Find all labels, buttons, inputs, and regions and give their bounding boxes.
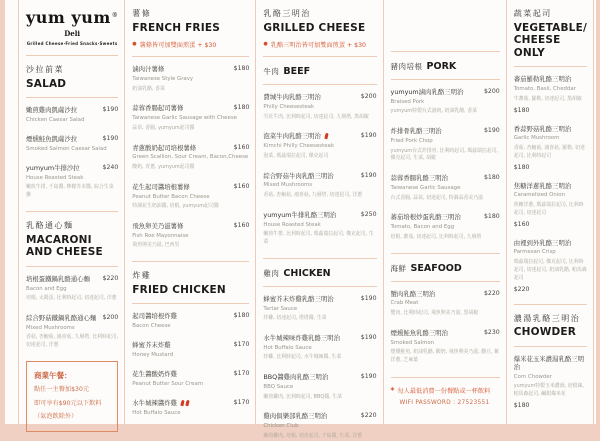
- menu-section: [263, 0, 376, 57]
- menu-section: [26, 211, 118, 350]
- menu-item: [132, 183, 249, 211]
- item-name-row: [263, 334, 376, 342]
- item-name: 蟹肉乳酪三明治: [390, 289, 436, 298]
- menu-section: [391, 51, 500, 242]
- item-desc: 焦糖洋蔥, 瑪茲瑞拉起司, 比利時起司, 切達起司: [513, 201, 584, 216]
- item-name-en: Tomato, Basil, Cheddar: [513, 86, 576, 93]
- item-name: 水牛城辣醬炸雞: [132, 399, 188, 407]
- item-name-en: Corn Chowder: [513, 373, 552, 380]
- item-name: 花生醬酸奶炸雞: [132, 370, 178, 378]
- menu-column-vegetable-chowder: [506, 0, 594, 424]
- promo-line: 即可享有$90元以下飲料: [34, 399, 102, 407]
- item-name-row: [263, 373, 376, 381]
- section-header: [132, 262, 249, 304]
- chili-icon: [324, 133, 328, 139]
- item-name-en: Bacon and Egg: [26, 285, 67, 292]
- item-name-row: [263, 211, 376, 219]
- item-price: $180: [233, 65, 250, 73]
- item-desc: 雪花牛肉, 比利時起司, 切達起司, 九層塔, 黑胡椒: [263, 113, 369, 120]
- menu-section: [514, 304, 587, 410]
- item-name-en: Taiwanese Garlic Sausage with Cheese: [132, 115, 237, 122]
- item-desc: 培根, 太陽蛋, 比利時起司, 切達起司, 洋蔥: [26, 295, 117, 302]
- promo-line: 點任一主餐加$30元: [34, 385, 90, 393]
- section-header: [263, 0, 376, 57]
- item-name-row: [132, 222, 249, 230]
- promo-title: 商業午餐：: [34, 370, 72, 380]
- menu-item: [132, 312, 249, 330]
- item-name-row: [391, 329, 500, 337]
- item-price: $240: [102, 163, 119, 171]
- section-note: [263, 40, 376, 49]
- item-name-en: Kimchi Philly Cheesesteak: [263, 143, 334, 150]
- asterisk-icon: *: [390, 385, 395, 395]
- item-price: $250: [360, 210, 377, 218]
- section-header: [514, 305, 587, 347]
- promo-box: [26, 361, 118, 432]
- section-title-en: MACARONI AND CHEESE: [26, 233, 103, 259]
- menu-column-pork-seafood: [383, 0, 506, 424]
- item-name: 由裡到外乳酪三明治: [513, 238, 572, 247]
- item-name: 爆米花玉米濃湯乳酪三明治: [513, 354, 585, 372]
- item-name-row: [26, 314, 118, 322]
- item-price: $190: [360, 171, 377, 179]
- item-name: 綜合野菇牛肉乳酪三明治: [263, 171, 334, 180]
- logo-tagline: Grilled Cheese·Fried Snacks·Sweets: [26, 41, 118, 46]
- menu-item: [263, 93, 376, 121]
- item-name-en: Garlic Mushroom: [513, 135, 560, 142]
- menu-item: [26, 135, 118, 153]
- section-header: [26, 56, 118, 98]
- item-name-row: [132, 104, 249, 112]
- item-price: $180: [483, 213, 500, 221]
- menu-item: [391, 213, 500, 241]
- menu-column-salad-macaroni: [18, 0, 124, 424]
- item-name: 煙燻鮭魚凱薩沙拉: [26, 135, 78, 144]
- sections-container: [132, 0, 249, 417]
- item-name-row: [132, 399, 249, 407]
- section-title-zh: 豬肉培根: [390, 62, 423, 71]
- item-name: 煙燻鮭魚乳酪三明治: [390, 328, 449, 337]
- section-title-en: VEGETABLE/ CHEESE ONLY: [513, 21, 587, 59]
- item-price: $220: [360, 412, 377, 420]
- item-price: $170: [233, 370, 250, 377]
- menu-item: [263, 132, 376, 160]
- item-name-row: [514, 239, 587, 247]
- menu-item: [26, 314, 118, 350]
- item-name: BBQ醬雞肉乳酪三明治: [263, 373, 329, 382]
- section-title-zh: 濃湯乳酪三明治: [513, 313, 581, 323]
- section-title-zh: 乳酪通心麵: [26, 220, 74, 230]
- item-price: $160: [513, 220, 530, 228]
- menu-item: [26, 275, 118, 303]
- menu-item: [132, 399, 249, 417]
- menu-item: [514, 355, 587, 409]
- item-price: $160: [233, 221, 250, 229]
- item-name-row: [514, 125, 587, 133]
- wifi-password: WIFI PASSWORD : 27523551: [399, 399, 490, 406]
- menu-item: [132, 65, 249, 93]
- section-title-en: SALAD: [26, 77, 67, 90]
- menu-section: [132, 0, 249, 250]
- menu-section: [132, 261, 249, 417]
- menu-item: [514, 125, 587, 171]
- section-title-zh: 雞肉: [263, 268, 280, 278]
- item-price: $180: [513, 163, 530, 171]
- item-price: $170: [233, 398, 250, 406]
- menu-item: [132, 222, 249, 250]
- item-name: yumyum滷肉乳酪三明治: [390, 88, 464, 96]
- item-desc: 酸奶, 青蔥, yumyum起司醬: [132, 163, 195, 170]
- section-title-zh: 海鮮: [390, 263, 407, 273]
- item-desc: 台式香腸, 蒜苗, 切達起司, 特調蒜香美乃滋: [390, 194, 484, 201]
- item-name-en: Caramelized Onion: [513, 192, 566, 199]
- item-name-row: [391, 290, 500, 298]
- item-name-en: Bacon Cheese: [132, 323, 171, 330]
- item-name-row: [26, 275, 118, 283]
- item-price: $180: [483, 174, 500, 182]
- item-desc: 香菇, 杏鮑菇, 鴻喜菇, 九層塔, 切達起司, 洋蔥: [263, 191, 363, 198]
- item-name-en: Chicken Club: [263, 423, 299, 430]
- section-title-en: SEAFOOD: [410, 262, 462, 274]
- item-price: $230: [483, 328, 500, 336]
- menu-item: [263, 334, 376, 362]
- item-price: $180: [233, 312, 250, 320]
- item-desc: 牛蕃茄, 羅勒, 切達起司, 黑胡椒: [513, 95, 582, 102]
- item-name-en: Peanut Butter Sour Cream: [132, 380, 204, 387]
- item-name: 雞肉俱樂部乳酪三明治: [263, 412, 328, 421]
- item-price: $190: [360, 132, 377, 140]
- item-desc: 奶油乳酪, 香菜: [132, 85, 165, 92]
- menu-column-grilledcheese-beef-chicken: [255, 0, 382, 439]
- item-price: $220: [102, 274, 119, 282]
- item-price: $170: [233, 341, 250, 349]
- logo: [26, 0, 118, 56]
- menu-item: [263, 172, 376, 200]
- item-name-en: Peanut Butter Bacon Cheese: [132, 193, 210, 200]
- item-desc: 香菇, 杏鮑菇, 鴻喜菇, 九層塔, 比利時起司, 切達起司, 洋蔥: [26, 334, 119, 349]
- item-price: $160: [233, 143, 250, 151]
- brand-name: yum yum: [26, 8, 111, 27]
- section-title-zh: 沙拉前菜: [26, 65, 64, 74]
- item-name: 起司醬培根炸雞: [132, 312, 178, 321]
- item-desc: 瑪茲瑞拉起司, 傑克起司, 比利時起司, 切達起司, 奶油乳酪, 帕馬森起司: [513, 258, 587, 281]
- item-desc: 炸雞, 比利時起司, 水牛城辣醬, 生菜: [263, 354, 342, 361]
- item-name-en: Chicken Caesar Salad: [26, 117, 85, 124]
- item-name-row: [391, 213, 500, 221]
- item-name: 水牛城辣味炸雞乳酪三明治: [263, 333, 341, 342]
- item-name-en: House Roasted Steak: [26, 174, 84, 181]
- logo-title: [26, 10, 118, 26]
- spicy-indicator: [323, 132, 328, 140]
- item-name: 香蒜野菇乳酪三明治: [513, 124, 572, 133]
- section-header: [391, 52, 500, 80]
- item-name-row: [132, 144, 249, 152]
- item-price: $160: [233, 182, 250, 190]
- menu-item: [263, 373, 376, 401]
- top-spacer: [391, 0, 500, 51]
- menu-section: [514, 0, 587, 293]
- item-name-row: [263, 93, 376, 101]
- item-name-en: Honey Mustard: [132, 351, 174, 358]
- item-name-row: [263, 412, 376, 420]
- item-desc: 特調花生奶油醬, 培根, yumyum起司醬: [132, 203, 219, 210]
- item-name-row: [391, 88, 500, 96]
- menu-item: [132, 144, 249, 172]
- item-name-row: [26, 135, 118, 143]
- item-name-en: Mixed Mushrooms: [26, 324, 75, 331]
- item-name-en: Tomato, Bacon and Egg: [390, 224, 455, 231]
- section-title-en: PORK: [426, 61, 457, 72]
- section-header: [263, 57, 376, 85]
- section-note-text: 乳酪三明治皆可加雙面煎蛋 + $30: [270, 42, 366, 50]
- chili-icon: [180, 400, 184, 406]
- menu-section: [263, 258, 376, 441]
- menu-section: [263, 57, 376, 247]
- item-price: $200: [483, 88, 500, 95]
- section-title-en: BEEF: [283, 66, 311, 78]
- section-title-zh: 牛肉: [263, 67, 280, 77]
- logo-subtitle: Deli: [64, 29, 81, 38]
- item-name-row: [132, 341, 249, 349]
- section-title-en: FRIED CHICKEN: [132, 283, 226, 296]
- sections-container: [26, 56, 118, 350]
- item-desc: 香菇, 杏鮑菇, 鴻喜菇, 羅勒, 切達起司, 比利時起司: [513, 144, 585, 159]
- item-desc: 培根, 蕃茄, 切達起司, 比利時起司, 九層塔: [390, 233, 482, 240]
- min-charge-note: [391, 386, 500, 395]
- menu-item: [26, 164, 118, 200]
- item-name: 蕃茄培根炒蛋乳酪三明治: [390, 213, 461, 222]
- section-title-en: FRENCH FRIES: [132, 21, 220, 34]
- menu-item: [132, 341, 249, 359]
- item-name-en: Philly Cheesesteak: [263, 104, 315, 111]
- item-name-row: [132, 312, 249, 320]
- section-title-en: GRILLED CHEESE: [263, 21, 366, 34]
- item-name-row: [132, 65, 249, 73]
- menu-item: [391, 127, 500, 163]
- section-title-zh: 蔬菜起司: [513, 9, 552, 18]
- item-price: $220: [513, 285, 530, 293]
- section-title-zh: 乳酪三明治: [263, 9, 311, 18]
- item-price: $200: [360, 93, 377, 101]
- item-desc: yumyum特製玉米濃湯, 培根絲, 帕馬森起司, 鹹甜爆米花: [513, 383, 584, 398]
- item-name-row: [263, 172, 376, 180]
- item-name: 蒜蓉香腸乳酪三明治: [390, 174, 449, 183]
- promo-line: （氣泡飲除外）: [34, 413, 78, 421]
- item-name-en: Hot Buffalo Sauce: [263, 344, 312, 351]
- sections-container: [514, 0, 587, 409]
- item-name: 炸排骨乳酪三明治: [390, 127, 442, 136]
- section-title-en: CHICKEN: [283, 267, 331, 279]
- item-name-row: [132, 183, 249, 191]
- section-header: [132, 0, 249, 57]
- item-name-en: Smoked Salmon: [390, 339, 435, 346]
- menu-item: [263, 211, 376, 247]
- sections-container: [391, 51, 500, 365]
- section-note-text: 薯條皆可加雙面煎蛋 + $30: [139, 42, 217, 50]
- section-header: [514, 0, 587, 67]
- item-name: 滷肉汁薯條: [132, 65, 165, 74]
- spicy-indicator: [179, 399, 188, 407]
- item-desc: 蒜苗, 香腸, yumyum起司醬: [132, 124, 195, 131]
- item-price: $190: [102, 135, 119, 143]
- item-name-en: Hot Buffalo Sauce: [132, 409, 181, 416]
- menu-item: [132, 370, 249, 388]
- item-name-row: [391, 174, 500, 182]
- item-desc: yumyum台式炸排骨, 比利時起司, 瑪茲瑞拉起司, 傑克起司, 生菜, 胡椒: [390, 147, 499, 162]
- item-name: 泡菜牛肉乳酪三明治: [263, 132, 327, 140]
- menu-item: [391, 88, 500, 116]
- item-desc: yumyum特製台式滷肉, 奶油乳酪, 香菜: [390, 108, 477, 115]
- bullet-icon: ●: [132, 41, 137, 48]
- registered-mark-icon: ®: [111, 11, 119, 19]
- item-name-en: Smoked Salmon Caesar Salad: [26, 145, 107, 152]
- item-desc: 泡菜, 瑪茲瑞拉起司, 傑克起司: [263, 152, 329, 159]
- item-price: $200: [102, 313, 119, 321]
- item-price: $190: [483, 127, 500, 135]
- item-name-en: BBQ Sauce: [263, 383, 294, 390]
- menu-item: [391, 329, 500, 365]
- menu-item: [26, 106, 118, 124]
- item-name-en: Fried Pork Chop: [390, 138, 433, 145]
- item-name-en: Taiwanese Garlic Sausage: [390, 185, 461, 192]
- menu-section: [26, 56, 118, 200]
- item-name: yumyum牛排沙拉: [26, 163, 80, 172]
- menu-page: [5, 0, 596, 439]
- footnote: [391, 377, 500, 406]
- item-desc: 蟹肉, 比利時起司, 飛魚卵美乃滋, 黑胡椒: [390, 309, 479, 316]
- item-price: $190: [360, 373, 377, 381]
- section-header: [391, 254, 500, 282]
- item-price: $180: [233, 104, 250, 112]
- section-title-zh: 炸雞: [132, 271, 152, 281]
- item-price: $180: [513, 106, 530, 114]
- section-title-en: CHOWDER: [513, 326, 577, 339]
- item-name: 蜂蜜芥末炸雞: [132, 341, 171, 350]
- item-name-row: [26, 164, 118, 172]
- item-name: 嫩煎雞肉凱薩沙拉: [26, 106, 78, 115]
- item-name: 花生起司醬培根薯條: [132, 182, 190, 191]
- item-name-en: House Roasted Steak: [263, 221, 321, 228]
- item-name: 蕃茄羅勒乳酪三明治: [513, 75, 572, 84]
- item-desc: 嫩煎雞肉, 培根, 切達起司, 千島醬, 生菜, 洋蔥: [263, 432, 363, 439]
- item-name: 飛魚卵美乃滋薯條: [132, 221, 184, 230]
- item-desc: 嫩煎牛排, 比利時起司, 瑪茲瑞拉起司, 傑克起司, 生菜: [263, 231, 374, 245]
- section-header: [26, 212, 118, 267]
- item-desc: 嫩煎牛排, 千島醬, 檸檬芥末醬, 綜合生菜盤: [26, 184, 114, 199]
- item-name-en: Braised Pork: [390, 98, 425, 105]
- item-name-en: Green Scallion, Sour Cream, Bacon,Cheese: [132, 154, 249, 161]
- menu-section: [391, 253, 500, 365]
- item-name-row: [132, 370, 249, 378]
- item-name-en: Tartar Sauce: [263, 305, 298, 312]
- menu-item: [514, 75, 587, 113]
- item-name-en: Fish Roe Mayonnaise: [132, 232, 189, 239]
- item-name-en: Taiwanese Style Gravy: [132, 76, 194, 83]
- chili-icon: [185, 400, 189, 406]
- section-title-zh: 薯條: [132, 9, 152, 18]
- item-name-row: [263, 132, 376, 140]
- item-name: 青蔥酸奶起司培根薯條: [132, 143, 197, 152]
- item-name-row: [514, 75, 587, 83]
- section-note: [132, 40, 249, 49]
- section-header: [263, 259, 376, 287]
- menu-grid: [18, 0, 594, 439]
- min-charge-text: 每人最低消費一份餐點或一杯飲料: [397, 387, 491, 395]
- menu-item: [391, 290, 500, 318]
- item-name: 焦糖洋蔥乳酪三明治: [513, 181, 572, 190]
- menu-item: [132, 104, 249, 132]
- item-price: $190: [360, 333, 377, 341]
- bullet-icon: ●: [263, 41, 268, 48]
- item-name-row: [26, 106, 118, 114]
- item-name: 培根蛋鐵鍋乳酪通心麵: [26, 274, 90, 283]
- item-price: $190: [102, 106, 119, 114]
- item-name: 費城牛肉乳酪三明治: [263, 93, 321, 102]
- menu-item: [514, 182, 587, 228]
- item-desc: 嫩煎雞肉, 比利時起司, BBQ醬, 生菜: [263, 393, 342, 400]
- item-name-row: [391, 127, 500, 135]
- item-name: 綜合野菇鐵鍋乳酪通心麵: [26, 313, 97, 322]
- menu-column-fries-chicken: [124, 0, 255, 424]
- item-price: $190: [360, 294, 377, 302]
- sections-container: [263, 0, 376, 441]
- item-name: 蒜蓉香腸起司薯條: [132, 104, 184, 113]
- item-desc: 飛魚卵美乃滋, 巴西里: [132, 242, 180, 249]
- menu-item: [391, 174, 500, 202]
- menu-item: [263, 412, 376, 440]
- item-name-en: Mixed Mushrooms: [263, 182, 313, 189]
- item-name-row: [263, 295, 376, 303]
- item-desc: 煙燻鮭魚, 奶油乳酪, 酸奶, 飛魚卵美乃滋, 酸豆, 紫洋蔥, 芝麻葉: [390, 349, 500, 363]
- item-price: $220: [483, 289, 500, 297]
- item-name: yumyum牛排乳酪三明治: [263, 210, 337, 219]
- item-desc: 炸雞, 切達起司, 塔塔醬, 生菜: [263, 315, 327, 322]
- menu-item: [263, 295, 376, 323]
- item-name-en: Parmesan Crisp: [513, 249, 556, 256]
- item-price: $180: [513, 402, 530, 410]
- item-name-row: [514, 182, 587, 190]
- menu-item: [514, 239, 587, 293]
- item-name-en: Crab Meat: [390, 300, 419, 307]
- item-name: 蜂蜜芥末炸雞乳酪三明治: [263, 294, 334, 303]
- item-name-row: [514, 355, 587, 372]
